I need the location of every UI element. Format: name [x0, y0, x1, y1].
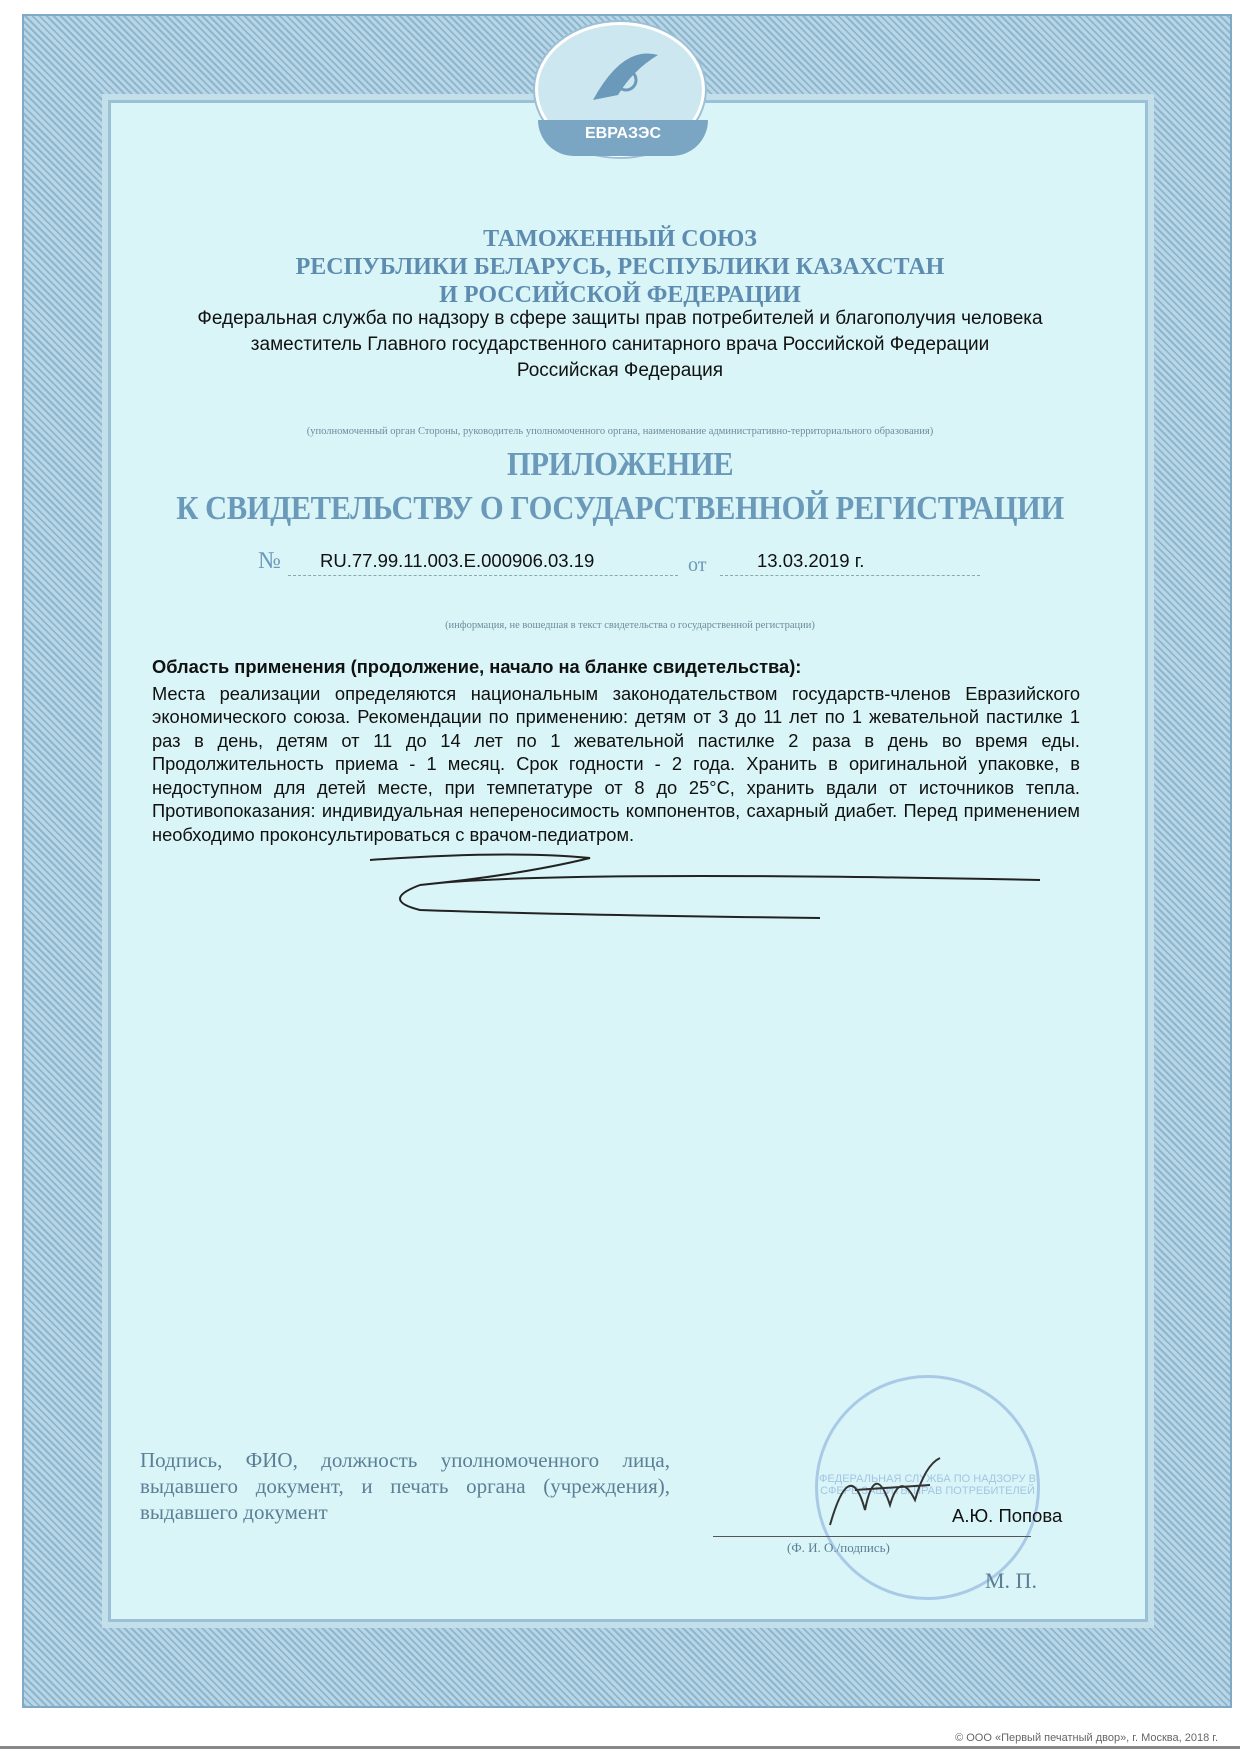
number-underline — [288, 575, 678, 576]
title-line-2: К СВИДЕТЕЛЬСТВУ О ГОСУДАРСТВЕННОЙ РЕГИСТРАЦИИ — [176, 490, 1064, 527]
logo-emblem-icon — [538, 25, 708, 125]
content-text: Места реализации определяются национальным законодательством государств-членов Евразийского экономического союза. Рекомендации по применению: детям от 3 до 11 лет по 1 жевательной пастилке 1 раз в день, детям от 11 до 14 лет по 1 жевательной пастилке 2 раза в день во время еды. Продолжительность приема - 1 месяц. Срок годности - 2 года. Хранить в оригинальной упаковке, в недоступном для детей месте, при темпетатуре от 8 до 25°С, хранить вдали от источников тепла. Противопоказания: индивидуальная непереносимость компонентов, сахарный диабет. Перед применением необходимо проконсультироваться с врачом-педиатром. — [152, 682, 1080, 845]
evrazes-logo — [535, 22, 705, 157]
logo-text: ЕВРАЗЭС — [538, 120, 708, 156]
title-line-1: ПРИЛОЖЕНИЕ — [506, 446, 734, 483]
header-line-1: ТАМОЖЕННЫЙ СОЮЗ — [483, 226, 757, 252]
handwritten-strike-mark — [360, 840, 1050, 930]
authority-line-1: Федеральная служба по надзору в сфере защиты прав потребителей и благополучия человека — [197, 308, 1043, 329]
authority-caption: (уполномоченный орган Стороны, руководитель уполномоченного органа, наименование административно-территориального образования) — [306, 426, 934, 437]
number-label: № — [258, 548, 281, 574]
copyright-footer: © ООО «Первый печатный двор», г. Москва, 2018 г. — [955, 1732, 1218, 1744]
signature-label: Подпись, ФИО, должность уполномоченного лица, выдавшего документ, и печать органа (учреждения), выдавшего документ — [140, 1448, 670, 1524]
scan-edge — [0, 1746, 1240, 1749]
stamp-place-label: М. П. — [985, 1568, 1037, 1593]
signature-caption: (Ф. И. О./подпись) — [787, 1540, 890, 1555]
authority-line-3: Российская Федерация — [516, 360, 724, 381]
registration-date: 13.03.2019 г. — [757, 550, 865, 571]
date-label: от — [688, 554, 707, 576]
signer-name: А.Ю. Попова — [952, 1505, 1063, 1526]
date-underline — [720, 575, 980, 576]
header-line-3: И РОССИЙСКОЙ ФЕДЕРАЦИИ — [439, 282, 801, 308]
handwritten-signature — [820, 1450, 950, 1535]
registration-number: RU.77.99.11.003.E.000906.03.19 — [320, 550, 595, 571]
content-heading: Область применения (продолжение, начало на бланке свидетельства): — [152, 656, 802, 677]
header-line-2: РЕСПУБЛИКИ БЕЛАРУСЬ, РЕСПУБЛИКИ КАЗАХСТАН — [295, 254, 945, 280]
stamp-text: ФЕДЕРАЛЬНАЯ СЛУЖБА ПО НАДЗОРУ В СФЕРЕ ЗАЩИТЫ ПРАВ ПОТРЕБИТЕЛЕЙ — [819, 1473, 1036, 1497]
authority-line-2: заместитель Главного государственного санитарного врача Российской Федерации — [250, 334, 990, 355]
signature-line — [713, 1536, 1031, 1537]
registration-caption: (информация, не вошедшая в текст свидетельства о государственной регистрации) — [445, 620, 815, 631]
content-block — [152, 655, 1080, 846]
